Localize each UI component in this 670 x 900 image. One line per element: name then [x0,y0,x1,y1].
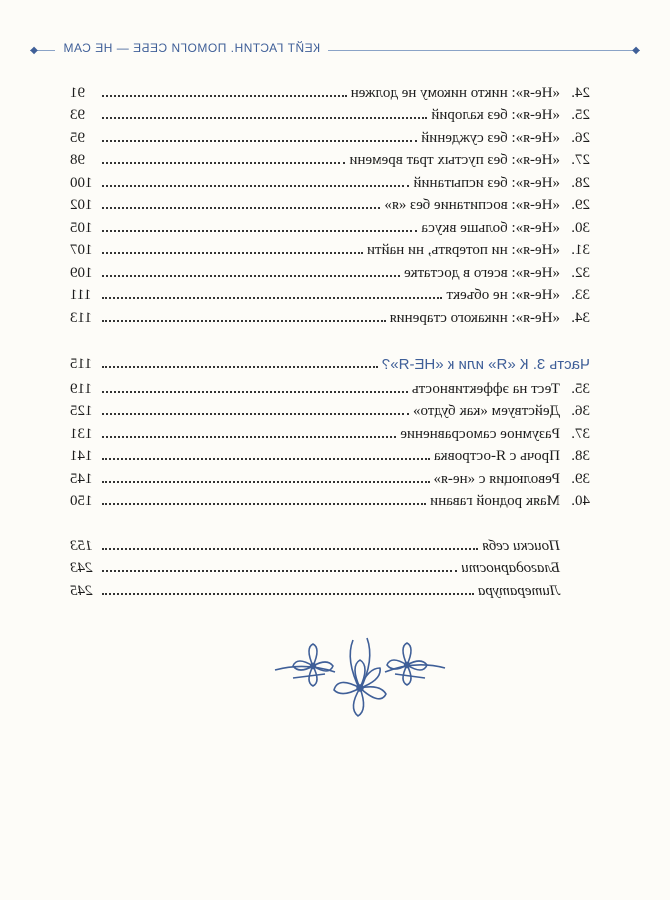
dot-leader [102,95,347,97]
toc-entry-title: Маяк родной гавани [430,493,560,509]
toc-entry: 34. «Не-я»: никакого старения 113 [70,309,590,326]
toc-entry-title: «Не-я»: без суждений [421,129,560,146]
toc-entry-title: Революция с «не-я» [433,470,560,487]
toc-page-number: 113 [70,309,92,326]
toc-page-number: 115 [70,356,92,372]
toc-entry-title: «Не-я»: без испытаний [413,174,560,191]
toc-entry [70,555,590,578]
toc-entry-title: «Не-я»: ни потерять, ни найти [366,242,560,258]
toc-page-number: 243 [70,560,93,576]
dot-leader [102,117,427,119]
dot-leader [102,320,386,322]
dot-leader [102,391,408,393]
toc-entry: 32. «Не-я»: всего в достатке 109 [70,264,590,281]
toc-page-number: 98 [70,152,85,168]
toc-entry-title: «Не-я»: без калорий [431,107,560,123]
toc-entry: 24. «Не-я»: никто никому не должен 91 [70,84,590,101]
toc-entry-title: Разумное самосравнение [400,425,560,442]
toc-entry: 37. Разумное самосравнение 131 [70,425,590,442]
toc-page-number: 93 [70,107,85,123]
toc-entry [70,532,590,555]
toc-page-number: 119 [70,380,92,397]
toc-entry: 28. «Не-я»: без испытаний 100 [70,174,590,191]
toc-entry-title: «Не-я»: всего в достатке [404,264,560,281]
toc-entry: 38. Прочь с Я-островка 141 [70,448,590,464]
toc-entry-title: Поиски себя [482,537,560,554]
dot-leader [102,458,430,460]
dot-leader [102,503,426,505]
toc-entry-title: «Не-я»: никакого старения [389,309,560,326]
toc-entry: 30. «Не-я»: больше вкуса 105 [70,219,590,236]
toc-page-number: 91 [70,84,85,101]
toc-entry: 35. Тест на эффективность 119 [70,380,590,397]
dot-leader [102,481,430,483]
toc-page-number: 141 [70,448,93,464]
toc-page-number: 131 [70,425,93,442]
toc-page-number: 150 [70,493,93,509]
dot-leader [102,297,442,299]
toc-entry-title: Тест на эффективность [411,380,560,397]
dot-leader [102,230,417,232]
toc-page-number: 105 [70,219,93,236]
dot-leader [102,570,457,572]
toc-page-number: 109 [70,264,93,281]
toc-entry-title: «Не-я»: никто никому не должен [350,84,560,101]
toc-page-number: 102 [70,197,93,213]
header-title: КЕЙТ ГАСТИН. ПОМОГИ СЕБЕ — НЕ САМ [55,41,328,55]
toc-entry-title: Литература [477,582,560,599]
dot-leader [102,140,417,142]
toc-page-number: 100 [70,174,93,191]
toc-page-number: 125 [70,403,93,419]
toc-page-number: 245 [70,582,93,599]
diamond-ornament-icon: ◆ [30,45,38,56]
toc-page-number: 111 [70,287,92,303]
toc-entry [70,577,590,600]
toc-page-number: 145 [70,470,93,487]
dot-leader [102,548,478,550]
dot-leader [102,366,378,368]
running-header [30,40,640,60]
toc-entry-title: «Не-я»: не объект [446,287,560,303]
toc-entry-title: «Не-я»: без пустых трат времени [349,152,560,168]
toc-list-part3 [70,375,590,510]
toc-entry: 31. «Не-я»: ни потерять, ни найти 107 [70,242,590,258]
toc-entry-title: Действуем «как будто» [413,403,560,419]
toc-page-number: 107 [70,242,93,258]
flower-ornament-icon [265,630,455,730]
dot-leader [102,207,380,209]
dot-leader [102,436,396,438]
dot-leader [102,413,409,415]
toc-entry-title: «Не-я»: больше вкуса [421,219,560,236]
toc-entry: 27. «Не-я»: без пустых трат времени 98 [70,152,590,168]
toc-entry-title: Прочь с Я-островка [433,448,560,464]
toc-entry: 40. Маяк родной гавани 150 [70,493,590,509]
toc-entry: 26. «Не-я»: без суждений 95 [70,129,590,146]
toc-entry: 39. Революция с «не-я» 145 [70,470,590,487]
dot-leader [102,593,474,595]
dot-leader [102,162,345,164]
toc-entry-title: «Не-я»: воспитание без «я» [384,197,560,213]
diamond-ornament-icon: ◆ [632,45,640,56]
toc-entry: 33. «Не-я»: не объект 111 [70,287,590,303]
dot-leader [102,275,400,277]
toc-list-end [70,532,590,600]
dot-leader [102,252,363,254]
toc-page-number: 153 [70,537,93,554]
toc-page-number: 95 [70,129,85,146]
toc-list-main [70,79,590,327]
dot-leader [102,185,409,187]
toc-entry: 25. «Не-я»: без калорий 93 [70,107,590,123]
toc-entry: 36. Действуем «как будто» 125 [70,403,590,419]
toc-entry-title: Благодарности [461,560,560,576]
toc-entry: 29. «Не-я»: воспитание без «я» 102 [70,197,590,213]
part-heading [70,351,590,373]
part-title: Часть 3. К «Я» или к «НЕ-Я»? [381,356,590,373]
